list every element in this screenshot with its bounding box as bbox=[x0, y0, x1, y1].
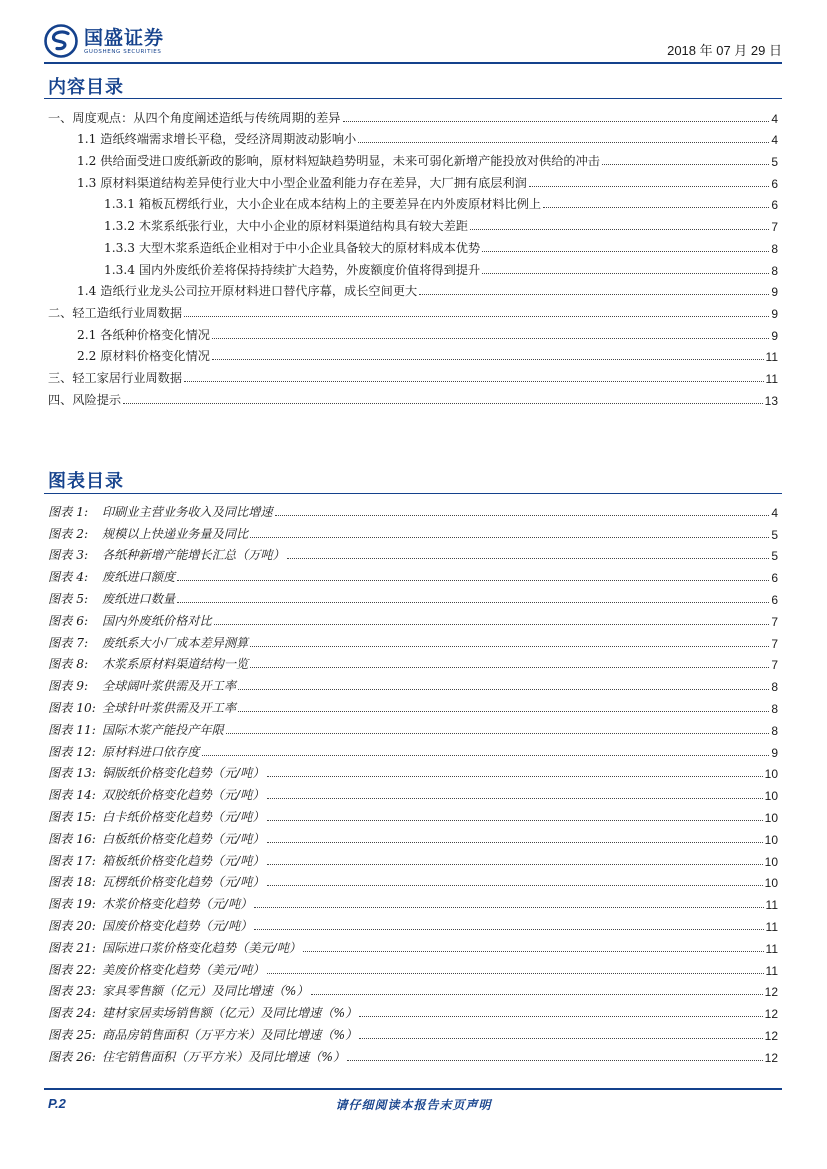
figure-entry-page: 6 bbox=[771, 571, 778, 586]
figure-entry-label: 图表 9: bbox=[48, 679, 89, 694]
dot-leader bbox=[358, 142, 769, 143]
contents-entry[interactable] bbox=[48, 299, 778, 321]
dot-leader bbox=[214, 624, 770, 625]
figure-entry[interactable] bbox=[48, 912, 778, 934]
figure-entry-label: 图表 26: bbox=[48, 1049, 96, 1064]
figure-entry-page: 8 bbox=[771, 701, 778, 716]
brand-name-en: GUOSHENG SECURITIES bbox=[84, 48, 162, 55]
figure-entry-label: 图表 13: bbox=[48, 766, 96, 781]
figure-entry-page: 11 bbox=[765, 941, 778, 956]
dot-leader bbox=[250, 646, 769, 647]
dot-leader bbox=[254, 907, 763, 908]
contents-entry-page: 8 bbox=[771, 241, 778, 256]
dot-leader bbox=[602, 164, 769, 165]
contents-entry-page: 5 bbox=[771, 155, 778, 170]
figure-entry-label: 图表 5: bbox=[48, 591, 89, 606]
figure-entry[interactable] bbox=[48, 956, 778, 978]
figure-entry-text bbox=[48, 786, 267, 803]
figure-entry-text bbox=[48, 852, 267, 869]
page-header bbox=[44, 24, 782, 62]
dot-leader bbox=[254, 929, 763, 930]
contents-entry[interactable] bbox=[48, 169, 778, 191]
figure-entry-text bbox=[48, 808, 267, 825]
contents-entry[interactable] bbox=[48, 278, 778, 300]
figure-entry-page: 5 bbox=[771, 549, 778, 564]
figure-entry-page: 12 bbox=[764, 1028, 778, 1043]
contents-entry-page: 8 bbox=[771, 263, 778, 278]
dot-leader bbox=[212, 359, 764, 360]
figure-entry-page: 8 bbox=[771, 723, 778, 738]
figure-entry-title: 建材家居卖场销售额（亿元）及同比增速（%） bbox=[102, 1006, 358, 1021]
dot-leader bbox=[303, 951, 763, 952]
dot-leader bbox=[359, 1038, 762, 1039]
dot-leader bbox=[267, 798, 763, 799]
figure-entry[interactable] bbox=[48, 694, 778, 716]
figure-entry-label: 图表 20: bbox=[48, 918, 96, 933]
contents-entry-page: 9 bbox=[771, 328, 778, 343]
figure-entry[interactable] bbox=[48, 629, 778, 651]
dot-leader bbox=[543, 207, 769, 208]
figure-entry-title: 全球阔叶浆供需及开工率 bbox=[102, 679, 237, 694]
figure-entry-text bbox=[48, 830, 267, 847]
figure-entry-title: 废纸系大小厂成本差异测算 bbox=[102, 635, 249, 650]
figure-entry-text bbox=[48, 590, 177, 607]
dot-leader bbox=[267, 820, 763, 821]
figure-entry-page: 12 bbox=[764, 1050, 778, 1065]
figure-entry-title: 瓦楞纸价格变化趋势（元/吨） bbox=[102, 875, 265, 890]
figure-entry-title: 白板纸价格变化趋势（元/吨） bbox=[102, 831, 265, 846]
figure-entry-text bbox=[48, 1026, 359, 1043]
figure-entry[interactable] bbox=[48, 1043, 778, 1065]
figure-entry-text bbox=[48, 743, 202, 760]
figure-entry[interactable] bbox=[48, 585, 778, 607]
figure-entry-page: 10 bbox=[764, 876, 778, 891]
figure-entry-label: 图表 22: bbox=[48, 962, 96, 977]
figures-title-rule bbox=[44, 493, 782, 494]
dot-leader bbox=[267, 864, 763, 865]
dot-leader bbox=[184, 381, 763, 382]
contents-entry-page: 7 bbox=[771, 220, 778, 235]
figure-entry-title: 全球针叶浆供需及开工率 bbox=[102, 700, 237, 715]
dot-leader bbox=[202, 755, 770, 756]
figure-entry[interactable] bbox=[48, 498, 778, 520]
figure-entry[interactable] bbox=[48, 651, 778, 673]
figure-entry-title: 商品房销售面积（万平方米）及同比增速（%） bbox=[102, 1027, 358, 1042]
figure-entry-title: 废纸进口数量 bbox=[102, 591, 176, 606]
figure-entry-page: 10 bbox=[764, 832, 778, 847]
dot-leader bbox=[267, 842, 763, 843]
dot-leader bbox=[267, 776, 763, 777]
figure-entry-label: 图表 2: bbox=[48, 526, 89, 541]
figure-entry-title: 木浆系原材料渠道结构一览 bbox=[102, 657, 249, 672]
figure-entry-label: 图表 16: bbox=[48, 831, 96, 846]
figure-entry-page: 8 bbox=[771, 680, 778, 695]
dot-leader bbox=[529, 186, 769, 187]
figure-entry-text bbox=[48, 699, 238, 716]
contents-entry-text: 1.3.1 箱板瓦楞纸行业，大小企业在成本结构上的主要差异在内外废原材料比例上 bbox=[104, 197, 542, 212]
figure-entry-title: 家具零售额（亿元）及同比增速（%） bbox=[102, 984, 309, 999]
figure-entry-text bbox=[48, 612, 214, 629]
figure-entry[interactable] bbox=[48, 847, 778, 869]
footer-rule bbox=[44, 1088, 782, 1090]
contents-entry-text: 1.4 造纸行业龙头公司拉开原材料进口替代序幕，成长空间更大 bbox=[77, 284, 418, 299]
figure-entry-label: 图表 7: bbox=[48, 635, 89, 650]
figures-title: 图表目录 bbox=[48, 471, 124, 492]
contents-entry-text: 2.2 原材料价格变化情况 bbox=[77, 349, 210, 364]
figure-entry-page: 10 bbox=[764, 767, 778, 782]
figure-entry-text bbox=[48, 982, 311, 999]
figure-entry-text bbox=[48, 503, 275, 520]
figure-entry[interactable] bbox=[48, 869, 778, 891]
figure-entry-page: 7 bbox=[771, 658, 778, 673]
figure-entry-text bbox=[48, 655, 250, 672]
figure-entry[interactable] bbox=[48, 607, 778, 629]
figure-entry-title: 住宅销售面积（万平方米）及同比增速（%） bbox=[102, 1049, 346, 1064]
figure-entry-page: 9 bbox=[771, 745, 778, 760]
figure-entry[interactable] bbox=[48, 716, 778, 738]
contents-entry-text: 一、周度观点：从四个角度阐述造纸与传统周期的差异 bbox=[48, 110, 341, 125]
figure-entry[interactable] bbox=[48, 542, 778, 564]
figure-entry[interactable] bbox=[48, 781, 778, 803]
dot-leader bbox=[177, 602, 769, 603]
figures-list bbox=[48, 498, 778, 1065]
contents-entry[interactable] bbox=[48, 191, 778, 213]
figure-entry-label: 图表 21: bbox=[48, 940, 96, 955]
contents-entry-page: 11 bbox=[765, 350, 778, 365]
header-rule bbox=[44, 62, 782, 64]
figure-entry-page: 11 bbox=[765, 898, 778, 913]
figure-entry-title: 美废价格变化趋势（美元/吨） bbox=[102, 962, 265, 977]
contents-entry[interactable] bbox=[48, 364, 778, 386]
contents-entry[interactable] bbox=[48, 343, 778, 365]
contents-entry-text: 2.1 各纸种价格变化情况 bbox=[77, 327, 210, 342]
page-number: P.2 bbox=[48, 1096, 66, 1111]
contents-entry-page: 11 bbox=[765, 371, 778, 386]
dot-leader bbox=[482, 251, 769, 252]
figure-entry-title: 箱板纸价格变化趋势（元/吨） bbox=[102, 853, 265, 868]
contents-entry-text: 1.2 供给面受进口废纸新政的影响，原材料短缺趋势明显，未来可弱化新增产能投放对供给的冲击 bbox=[77, 154, 600, 169]
figure-entry-label: 图表 25: bbox=[48, 1027, 96, 1042]
figure-entry-title: 规模以上快递业务量及同比 bbox=[102, 526, 249, 541]
contents-title: 内容目录 bbox=[48, 77, 124, 98]
figure-entry-title: 国际进口浆价格变化趋势（美元/吨） bbox=[102, 940, 302, 955]
figure-entry-title: 原材料进口依存度 bbox=[102, 744, 200, 759]
dot-leader bbox=[177, 580, 769, 581]
figure-entry[interactable] bbox=[48, 672, 778, 694]
report-date: 2018 年 07 月 29 日 bbox=[667, 43, 782, 58]
figure-entry-label: 图表 17: bbox=[48, 853, 96, 868]
dot-leader bbox=[267, 885, 763, 886]
dot-leader bbox=[470, 229, 769, 230]
contents-entry-page: 9 bbox=[771, 285, 778, 300]
figure-entry-text bbox=[48, 677, 238, 694]
figure-entry-page: 7 bbox=[771, 636, 778, 651]
figure-entry[interactable] bbox=[48, 760, 778, 782]
dot-leader bbox=[212, 338, 769, 339]
figure-entry[interactable] bbox=[48, 803, 778, 825]
figure-entry-title: 国内外废纸价格对比 bbox=[102, 613, 212, 628]
figure-entry-label: 图表 4: bbox=[48, 570, 89, 585]
contents-entry-text: 1.1 造纸终端需求增长平稳，受经济周期波动影响小 bbox=[77, 132, 357, 147]
figure-entry[interactable] bbox=[48, 934, 778, 956]
contents-title-rule bbox=[44, 98, 782, 99]
figure-entry-page: 11 bbox=[765, 919, 778, 934]
figure-entry-title: 国际木浆产能投产年限 bbox=[102, 722, 224, 737]
figure-entry-label: 图表 18: bbox=[48, 875, 96, 890]
figure-entry-label: 图表 6: bbox=[48, 613, 89, 628]
contents-entry[interactable] bbox=[48, 321, 778, 343]
figure-entry[interactable] bbox=[48, 890, 778, 912]
contents-entry-page: 9 bbox=[771, 306, 778, 321]
figure-entry-page: 5 bbox=[771, 527, 778, 542]
figure-entry[interactable] bbox=[48, 563, 778, 585]
dot-leader bbox=[123, 403, 763, 404]
figure-entry-text bbox=[48, 895, 254, 912]
figure-entry-title: 印刷业主营业务收入及同比增速 bbox=[102, 504, 273, 519]
dot-leader bbox=[267, 973, 764, 974]
dot-leader bbox=[343, 121, 770, 122]
figure-entry-text bbox=[48, 917, 254, 934]
figure-entry-label: 图表 3: bbox=[48, 548, 89, 563]
contents-entry-page: 4 bbox=[771, 111, 778, 126]
figure-entry-page: 7 bbox=[771, 614, 778, 629]
figure-entry-label: 图表 11: bbox=[48, 722, 96, 737]
figure-entry-page: 12 bbox=[764, 985, 778, 1000]
contents-entry-page: 13 bbox=[764, 393, 778, 408]
figure-entry[interactable] bbox=[48, 825, 778, 847]
contents-entry-page: 6 bbox=[771, 198, 778, 213]
dot-leader bbox=[238, 689, 769, 690]
dot-leader bbox=[226, 733, 769, 734]
figure-entry-label: 图表 12: bbox=[48, 744, 96, 759]
contents-entry[interactable] bbox=[48, 147, 778, 169]
figure-entry-text bbox=[48, 634, 250, 651]
figure-entry-text bbox=[48, 961, 267, 978]
contents-list bbox=[48, 104, 778, 408]
figure-entry-label: 图表 8: bbox=[48, 657, 89, 672]
figure-entry-text bbox=[48, 939, 303, 956]
figure-entry-page: 10 bbox=[764, 789, 778, 804]
figure-entry-page: 10 bbox=[764, 810, 778, 825]
figure-entry-page: 11 bbox=[765, 963, 778, 978]
figure-entry[interactable] bbox=[48, 1021, 778, 1043]
dot-leader bbox=[275, 515, 770, 516]
contents-entry-page: 4 bbox=[771, 133, 778, 148]
contents-entry-text: 三、轻工家居行业周数据 bbox=[48, 370, 183, 385]
contents-entry-text: 1.3.4 国内外废纸价差将保持持续扩大趋势，外废额度价值将得到提升 bbox=[104, 262, 481, 277]
figure-entry[interactable] bbox=[48, 978, 778, 1000]
contents-entry[interactable] bbox=[48, 386, 778, 408]
dot-leader bbox=[482, 273, 769, 274]
contents-entry[interactable] bbox=[48, 126, 778, 148]
figure-entry-page: 6 bbox=[771, 592, 778, 607]
figure-entry[interactable] bbox=[48, 738, 778, 760]
figure-entry-title: 国废价格变化趋势（元/吨） bbox=[102, 918, 253, 933]
figure-entry-title: 白卡纸价格变化趋势（元/吨） bbox=[102, 809, 265, 824]
figure-entry-page: 12 bbox=[764, 1007, 778, 1022]
figure-entry-page: 4 bbox=[771, 505, 778, 520]
dot-leader bbox=[419, 294, 769, 295]
figure-entry-title: 废纸进口额度 bbox=[102, 570, 176, 585]
figure-entry-text bbox=[48, 1048, 347, 1065]
figure-entry-title: 双胶纸价格变化趋势（元/吨） bbox=[102, 788, 265, 803]
brand-logo bbox=[44, 24, 164, 58]
brand-name-cn: 国盛证券 bbox=[84, 26, 165, 49]
figure-entry[interactable] bbox=[48, 999, 778, 1021]
figure-entry-label: 图表 10: bbox=[48, 700, 96, 715]
contents-entry-text: 1.3 原材料渠道结构差异使行业大中小型企业盈利能力存在差异，大厂拥有底层利润 bbox=[77, 175, 527, 190]
contents-entry[interactable] bbox=[48, 234, 778, 256]
figure-entry-text bbox=[48, 1004, 359, 1021]
figure-entry-text bbox=[48, 525, 250, 542]
contents-entry-text: 1.3.3 大型木浆系造纸企业相对于中小企业具备较大的原材料成本优势 bbox=[104, 240, 481, 255]
figure-entry-text bbox=[48, 873, 267, 890]
dot-leader bbox=[311, 994, 763, 995]
figure-entry-text bbox=[48, 764, 267, 781]
dot-leader bbox=[250, 537, 769, 538]
figure-entry-title: 铜版纸价格变化趋势（元/吨） bbox=[102, 766, 265, 781]
figure-entry[interactable] bbox=[48, 520, 778, 542]
dot-leader bbox=[238, 711, 769, 712]
figure-entry-label: 图表 24: bbox=[48, 1006, 96, 1021]
figure-entry-label: 图表 1: bbox=[48, 504, 89, 519]
figure-entry-text bbox=[48, 568, 177, 585]
figure-entry-text bbox=[48, 546, 287, 563]
figure-entry-text bbox=[48, 721, 226, 738]
figure-entry-label: 图表 14: bbox=[48, 788, 96, 803]
contents-entry[interactable] bbox=[48, 212, 778, 234]
dot-leader bbox=[359, 1016, 762, 1017]
figure-entry-label: 图表 15: bbox=[48, 809, 96, 824]
dot-leader bbox=[250, 667, 769, 668]
dot-leader bbox=[287, 558, 770, 559]
contents-entry-page: 6 bbox=[771, 176, 778, 191]
guosheng-logo-icon bbox=[44, 24, 78, 58]
figure-entry-title: 各纸种新增产能增长汇总（万吨） bbox=[102, 548, 285, 563]
contents-entry-text: 四、风险提示 bbox=[48, 392, 122, 407]
figure-entry-label: 图表 19: bbox=[48, 897, 96, 912]
dot-leader bbox=[184, 316, 769, 317]
figure-entry-label: 图表 23: bbox=[48, 984, 96, 999]
contents-entry-text: 二、轻工造纸行业周数据 bbox=[48, 305, 183, 320]
dot-leader bbox=[347, 1060, 762, 1061]
figure-entry-page: 10 bbox=[764, 854, 778, 869]
disclaimer-note: 请仔细阅读本报告末页声明 bbox=[335, 1098, 492, 1112]
contents-entry-text: 1.3.2 木浆系纸张行业，大中小企业的原材料渠道结构具有较大差距 bbox=[104, 219, 468, 234]
figure-entry-title: 木浆价格变化趋势（元/吨） bbox=[102, 897, 253, 912]
contents-entry[interactable] bbox=[48, 104, 778, 126]
contents-entry[interactable] bbox=[48, 256, 778, 278]
